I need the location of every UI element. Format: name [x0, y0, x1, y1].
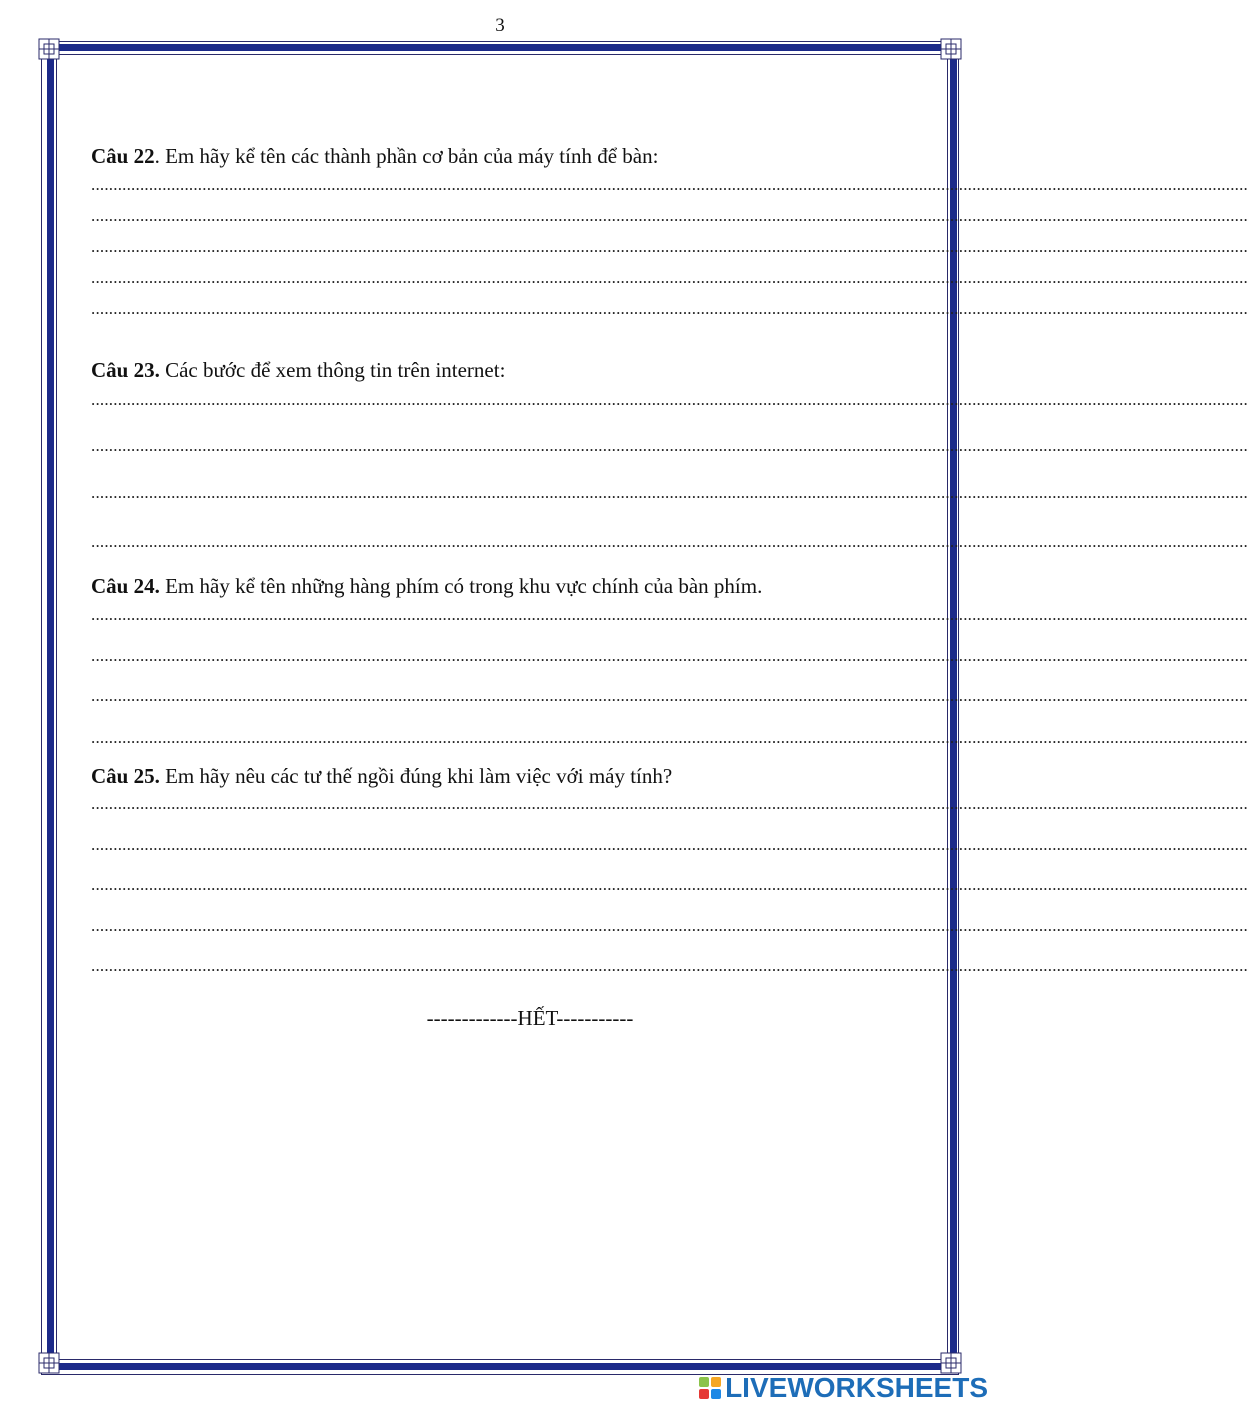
- answer-line[interactable]: ....................................................................................................................................................................................................................................................................: [91, 605, 1248, 624]
- end-mark: -------------HẾT-----------: [426, 1006, 634, 1030]
- liveworksheets-logo-icon: [699, 1377, 721, 1399]
- answer-line[interactable]: ....................................................................................................................................................................................................................................................................: [91, 483, 1248, 502]
- question-label-suffix: .: [154, 144, 160, 168]
- border-corner-ornament: [940, 1352, 962, 1374]
- question-text: Em hãy kể tên những hàng phím có trong khu vực chính của bàn phím.: [159, 574, 763, 598]
- logo-square: [699, 1377, 709, 1387]
- question-label: Câu 24.: [91, 574, 160, 598]
- watermark-text: LIVEWORKSHEETS: [725, 1372, 988, 1403]
- answer-line[interactable]: ....................................................................................................................................................................................................................................................................: [91, 268, 1248, 287]
- answer-line[interactable]: ....................................................................................................................................................................................................................................................................: [91, 794, 1248, 813]
- border-corner-ornament: [38, 1352, 60, 1374]
- border-corner-ornament: [38, 38, 60, 60]
- answer-line[interactable]: ....................................................................................................................................................................................................................................................................: [91, 175, 1248, 194]
- question-text: Các bước để xem thông tin trên internet:: [159, 358, 506, 382]
- answer-line[interactable]: ....................................................................................................................................................................................................................................................................: [91, 728, 1248, 747]
- answer-line[interactable]: ....................................................................................................................................................................................................................................................................: [91, 299, 1248, 318]
- answer-line[interactable]: ....................................................................................................................................................................................................................................................................: [91, 646, 1248, 665]
- logo-square: [711, 1377, 721, 1387]
- answer-line[interactable]: ....................................................................................................................................................................................................................................................................: [91, 875, 1248, 894]
- question-label: Câu 25.: [91, 764, 160, 788]
- answer-line[interactable]: ....................................................................................................................................................................................................................................................................: [91, 532, 1248, 551]
- answer-line[interactable]: ....................................................................................................................................................................................................................................................................: [91, 956, 1248, 975]
- logo-square: [699, 1389, 709, 1399]
- question-label: Câu 22: [91, 144, 155, 168]
- question-text: Em hãy kể tên các thành phần cơ bản của máy tính để bàn:: [159, 144, 659, 168]
- border-corner-ornament: [940, 38, 962, 60]
- answer-line[interactable]: ....................................................................................................................................................................................................................................................................: [91, 237, 1248, 256]
- question-text: Em hãy nêu các tư thế ngồi đúng khi làm việc với máy tính?: [159, 764, 673, 788]
- page-number: 3: [495, 15, 505, 36]
- answer-line[interactable]: ....................................................................................................................................................................................................................................................................: [91, 390, 1248, 409]
- logo-square: [711, 1389, 721, 1399]
- answer-line[interactable]: ....................................................................................................................................................................................................................................................................: [91, 436, 1248, 455]
- answer-line[interactable]: ....................................................................................................................................................................................................................................................................: [91, 686, 1248, 705]
- answer-line[interactable]: ....................................................................................................................................................................................................................................................................: [91, 835, 1248, 854]
- answer-line[interactable]: ....................................................................................................................................................................................................................................................................: [91, 916, 1248, 935]
- answer-line[interactable]: ....................................................................................................................................................................................................................................................................: [91, 206, 1248, 225]
- question-23: [91, 357, 505, 383]
- liveworksheets-watermark: [699, 1373, 988, 1403]
- question-25: [91, 763, 672, 789]
- question-24: [91, 573, 762, 599]
- question-label: Câu 23.: [91, 358, 160, 382]
- question-22: [91, 143, 658, 169]
